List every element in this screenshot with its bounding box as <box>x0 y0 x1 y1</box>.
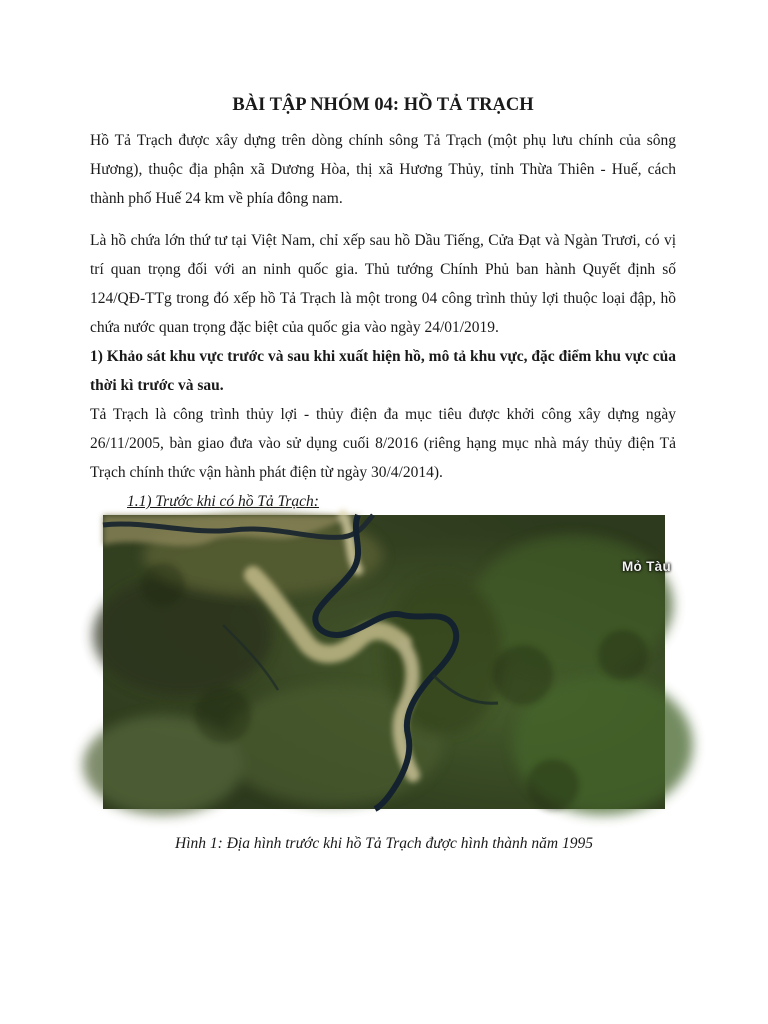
map-place-label: Mỏ Tàu <box>621 559 671 574</box>
document-title: BÀI TẬP NHÓM 04: HỒ TẢ TRẠCH <box>232 95 534 115</box>
paragraph-construction: Tả Trạch là công trình thủy lợi - thủy điện đa mục tiêu được khởi công xây dựng ngày 26/11/2005, bàn giao đưa vào sử dụng cuối 8/2016 (riêng hạng mục nhà máy thủy điện Tả Trạch chính thức vận hành phát điện từ ngày 30/4/2014). <box>90 406 676 481</box>
paragraph-ranking: Là hồ chứa lớn thứ tư tại Việt Nam, chỉ xếp sau hồ Dầu Tiếng, Cửa Đạt và Ngàn Trươi, có vị trí quan trọng đối với an ninh quốc gia. Thủ tướng Chính Phủ ban hành Quyết định số 124/QĐ-TTg trong đó xếp hồ Tả Trạch là một trong 04 công trình thủy lợi thuộc loại đập, hồ chứa nước quan trọng đặc biệt của quốc gia vào ngày 24/01/2019. <box>90 232 676 336</box>
terrain-illustration <box>103 515 665 809</box>
section-heading-survey: 1) Khảo sát khu vực trước và sau khi xuất hiện hồ, mô tả khu vực, đặc điểm khu vực của thời kì trước và sau. <box>90 348 676 394</box>
paragraph-intro: Hồ Tả Trạch được xây dựng trên dòng chính sông Tả Trạch (một phụ lưu chính của sông Hương), thuộc địa phận xã Dương Hòa, thị xã Hương Thủy, tỉnh Thừa Thiên - Huế, cách thành phố Huế 24 km về phía đông nam. <box>90 132 676 207</box>
satellite-image-before-reservoir <box>103 515 671 809</box>
document-body <box>90 92 676 521</box>
figure-caption: Hình 1: Địa hình trước khi hồ Tả Trạch được hình thành năm 1995 <box>175 834 593 852</box>
subsection-heading-before: 1.1) Trước khi có hồ Tả Trạch: <box>127 493 319 510</box>
